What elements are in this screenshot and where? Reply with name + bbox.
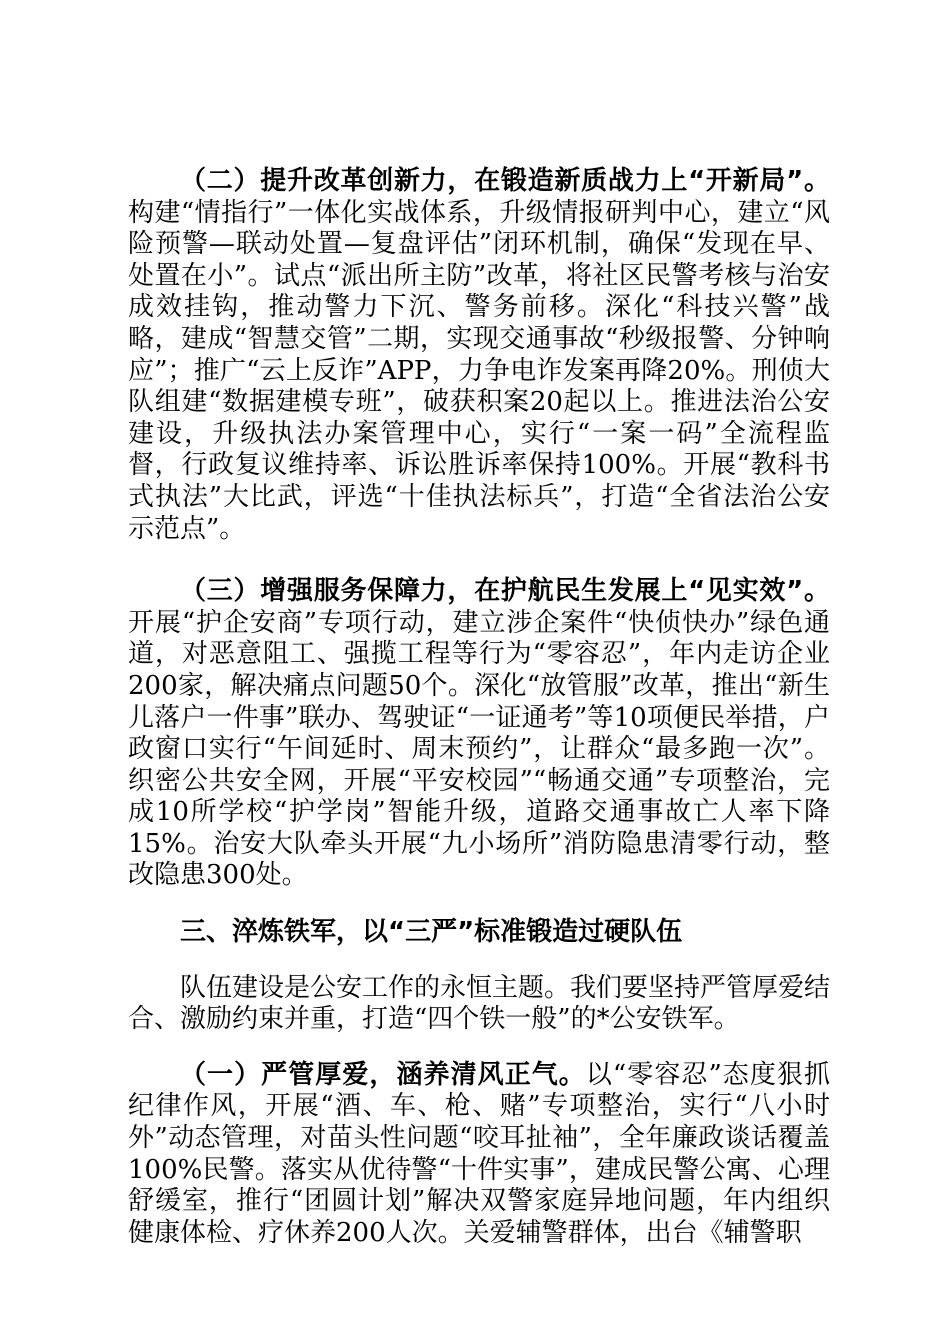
paragraph-lead: （一）严管厚爱，涵养清风正气。: [180, 1059, 586, 1090]
paragraph-lead: （三）增强服务保障力，在护航民生发展上“见实效”。: [180, 576, 830, 607]
paragraph-lead: （二）提升改革创新力，在锻造新质战力上“开新局”。: [180, 166, 830, 196]
paragraph-body: 开展“护企安商”专项行动，建立涉企案件“快侦快办”绿色通道，对恶意阻工、强揽工程等行为“零容忍”，年内走访企业200家，解决痛点问题50个。深化“放管服”改革，推出“新生儿落户一件事”联办、驾驶证“一证通考”等10项便民举措，户政窗口实行“午间延时、周末预约”，让群众“最多跑一次”。织密公共安全网，开展“平安校园”“畅通交通”专项整治，完成10所学校“护学岗”智能升级，道路交通事故亡人率下降15%。治安大队牵头开展“九小场所”消防隐患清零行动，整改隐患300处。: [128, 607, 830, 891]
paragraph-body: 队伍建设是公安工作的永恒主题。我们要坚持严管厚爱结合、激励约束并重，打造“四个铁一般”的*公安铁军。: [128, 972, 831, 1035]
paragraph-team-building: [128, 973, 830, 1036]
paragraph-body: 以“零容忍”态度狠抓纪律作风，开展“酒、车、枪、赌”专项整治，实行“八小时外”动态管理，对苗头性问题“咬耳扯袖”，全年廉政谈话覆盖100%民警。落实从优待警“十件实事”，建成民警公寓、心理舒缓室，推行“团圆计划”解决双警家庭异地问题，年内组织健康体检、疗休养200人次。关爱辅警群体，出台《辅警职: [128, 1059, 830, 1248]
paragraph-service-guarantee: [128, 576, 830, 892]
section-heading: 三、淬炼铁军，以“三严”标准锻造过硬队伍: [180, 917, 683, 948]
paragraph-strict-management: [128, 1060, 830, 1250]
document-page: [128, 166, 830, 1249]
paragraph-reform-innovation: [128, 166, 830, 545]
paragraph-body: 构建“情指行”一体化实战体系，升级情报研判中心，建立“风险预警—联动处置—复盘评估”闭环机制，确保“发现在早、处置在小”。试点“派出所主防”改革，将社区民警考核与治安成效挂钩，推动警力下沉、警务前移。深化“科技兴警”战略，建成“智慧交管”二期，实现交通事故“秒级报警、分钟响应”；推广“云上反诈”APP，力争电诈发案再降20%。刑侦大队组建“数据建模专班”，破获积案20起以上。推进法治公安建设，升级执法办案管理中心，实行“一案一码”全流程监督，行政复议维持率、诉讼胜诉率保持100%。开展“教科书式执法”大比武，评选“十佳执法标兵”，打造“全省法治公安示范点”。: [128, 197, 830, 544]
